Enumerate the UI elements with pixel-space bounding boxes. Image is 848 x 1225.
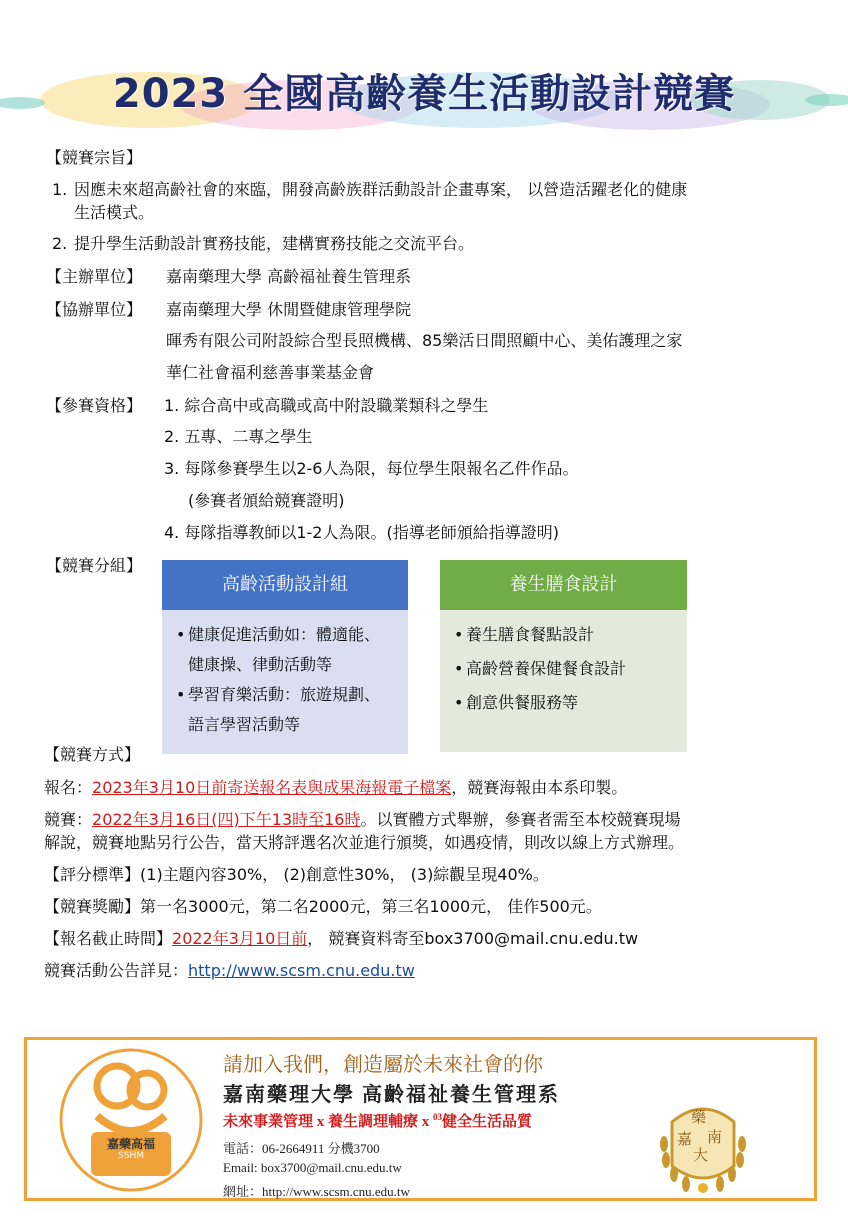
awards-label: 【競賽獎勵】 — [44, 897, 141, 916]
contest-suffix: 。以實體方式舉辦，參賽者需至本校競賽現場 — [360, 810, 681, 829]
list-item: • 高齡營養保健餐食設計 — [466, 652, 675, 686]
deadline-rest: ， 競賽資料寄至box3700@mail.cnu.edu.tw — [307, 929, 639, 948]
purpose-heading: 【競賽宗旨】 — [46, 148, 143, 167]
signup-deadline-link[interactable]: 2023年3月10日前寄送報名表與成果海報電子檔案 — [92, 778, 452, 797]
group-card-activity — [162, 560, 408, 754]
list-item: • 健康促進活動如：體適能、 — [188, 620, 396, 650]
announce-line — [44, 960, 415, 982]
announce-prefix: 競賽活動公告詳見： — [44, 961, 189, 980]
organizer-value: 嘉南藥理大學 高齡福祉養生管理系 — [166, 267, 412, 286]
list-item: • 創意供餐服務等 — [466, 686, 675, 720]
list-item-cont: 健康操、律動活動等 — [188, 655, 333, 674]
banner-headline: 請加入我們，創造屬於未來社會的你 — [223, 1052, 543, 1076]
awards-value: 第一名3000元，第二名2000元，第三名1000元， 佳作500元。 — [140, 897, 602, 916]
signup-suffix: ，競賽海報由本系印製。 — [451, 778, 628, 797]
slogan-sup: 03 — [433, 1112, 443, 1122]
group-card-diet — [440, 560, 687, 754]
purpose-item-1-text: 因應未來超高齡社會的來臨，開發高齡族群活動設計企畫專案， 以營造活躍老化的健康 — [74, 180, 688, 199]
contest-prefix: 競賽： — [44, 810, 93, 829]
purpose-item-1-text-cont: 生活模式。 — [74, 203, 155, 222]
method-label: 【競賽方式】 — [44, 745, 141, 764]
eligibility-line: (參賽者頒給競賽證明) — [188, 491, 345, 510]
group-card-diet-title: 養生膳食設計 — [440, 560, 687, 610]
scoring-value: (1)主題內容30%， (2)創意性30%， (3)綜觀呈現40%。 — [140, 865, 549, 884]
purpose-item-2-text: 提升學生活動設計實務技能，建構實務技能之交流平台。 — [74, 234, 475, 253]
department-banner — [24, 1037, 817, 1201]
department-logo — [57, 1046, 205, 1194]
list-item-cont: 語言學習活動等 — [188, 715, 301, 734]
banner-web[interactable]: 網址：http://www.scsm.cnu.edu.tw — [223, 1184, 410, 1199]
slogan-part-b: 健全生活品質 — [442, 1114, 533, 1130]
announce-url-link[interactable]: http://www.scsm.cnu.edu.tw — [188, 961, 415, 980]
banner-department: 嘉南藥理大學 高齡福祉養生管理系 — [223, 1084, 560, 1106]
scoring-line — [44, 864, 549, 886]
purpose-item-2-num: 2. — [52, 234, 68, 253]
banner-email: Email: box3700@mail.cnu.edu.tw — [223, 1160, 402, 1175]
seal-char: 大 — [693, 1148, 709, 1164]
seal-char: 南 — [707, 1130, 723, 1146]
deadline-date-link[interactable]: 2022年3月10日前 — [172, 929, 308, 948]
eligibility-line: 1. 綜合高中或高職或高中附設職業類科之學生 — [164, 396, 489, 415]
contest-date-link[interactable]: 2022年3月16日(四)下午13時至16時 — [92, 810, 361, 829]
contest-line — [44, 809, 681, 831]
eligibility-line: 4. 每隊指導教師以1-2人為限。(指導老師頒給指導證明) — [164, 523, 559, 542]
signup-line — [44, 777, 627, 799]
deadline-line — [44, 928, 638, 950]
logo-subtext: SSHM — [118, 1151, 144, 1161]
banner-slogan — [223, 1110, 532, 1131]
eligibility-label: 【參賽資格】 — [46, 396, 143, 415]
co-organizer-line: 嘉南藥理大學 休閒暨健康管理學院 — [166, 300, 412, 319]
slogan-part-a: 未來事業管理 x 養生調理輔療 x — [223, 1114, 434, 1130]
signup-prefix: 報名： — [44, 778, 93, 797]
deadline-label: 【報名截止時間】 — [44, 929, 173, 948]
seal-char: 嘉 — [677, 1132, 693, 1148]
seal-char: 藥 — [691, 1110, 707, 1126]
group-card-diet-body — [440, 610, 687, 752]
groups-label: 【競賽分組】 — [46, 556, 143, 575]
organizer-label: 【主辦單位】 — [46, 267, 143, 286]
scoring-label: 【評分標準】 — [44, 865, 141, 884]
co-organizer-line: 暉秀有限公司附設綜合型長照機構、85樂活日間照顧中心、美佑護理之家 — [166, 331, 683, 350]
list-item: • 養生膳食餐點設計 — [466, 618, 675, 652]
list-item: • 學習育樂活動：旅遊規劃、 — [188, 680, 396, 710]
co-organizer-line: 華仁社會福利慈善事業基金會 — [166, 363, 375, 382]
eligibility-line: 3. 每隊參賽學生以2-6人為限，每位學生限報名乙件作品。 — [164, 459, 579, 478]
banner-phone: 電話：06-2664911 分機3700 — [223, 1141, 380, 1156]
co-organizer-label: 【協辦單位】 — [46, 300, 143, 319]
logo-text: 嘉藥高福 — [106, 1137, 155, 1151]
group-card-activity-title: 高齡活動設計組 — [162, 560, 408, 610]
purpose-item-1-num: 1. — [52, 180, 68, 199]
group-card-activity-body — [162, 610, 408, 754]
page-title: 2023 全國高齡養生活動設計競賽 — [112, 71, 736, 117]
eligibility-line: 2. 五專、二專之學生 — [164, 427, 313, 446]
awards-line — [44, 896, 602, 918]
contest-line-2: 解說，競賽地點另行公告，當天將評選名次並進行頒獎，如遇疫情，則改以線上方式辦理。 — [44, 833, 685, 852]
